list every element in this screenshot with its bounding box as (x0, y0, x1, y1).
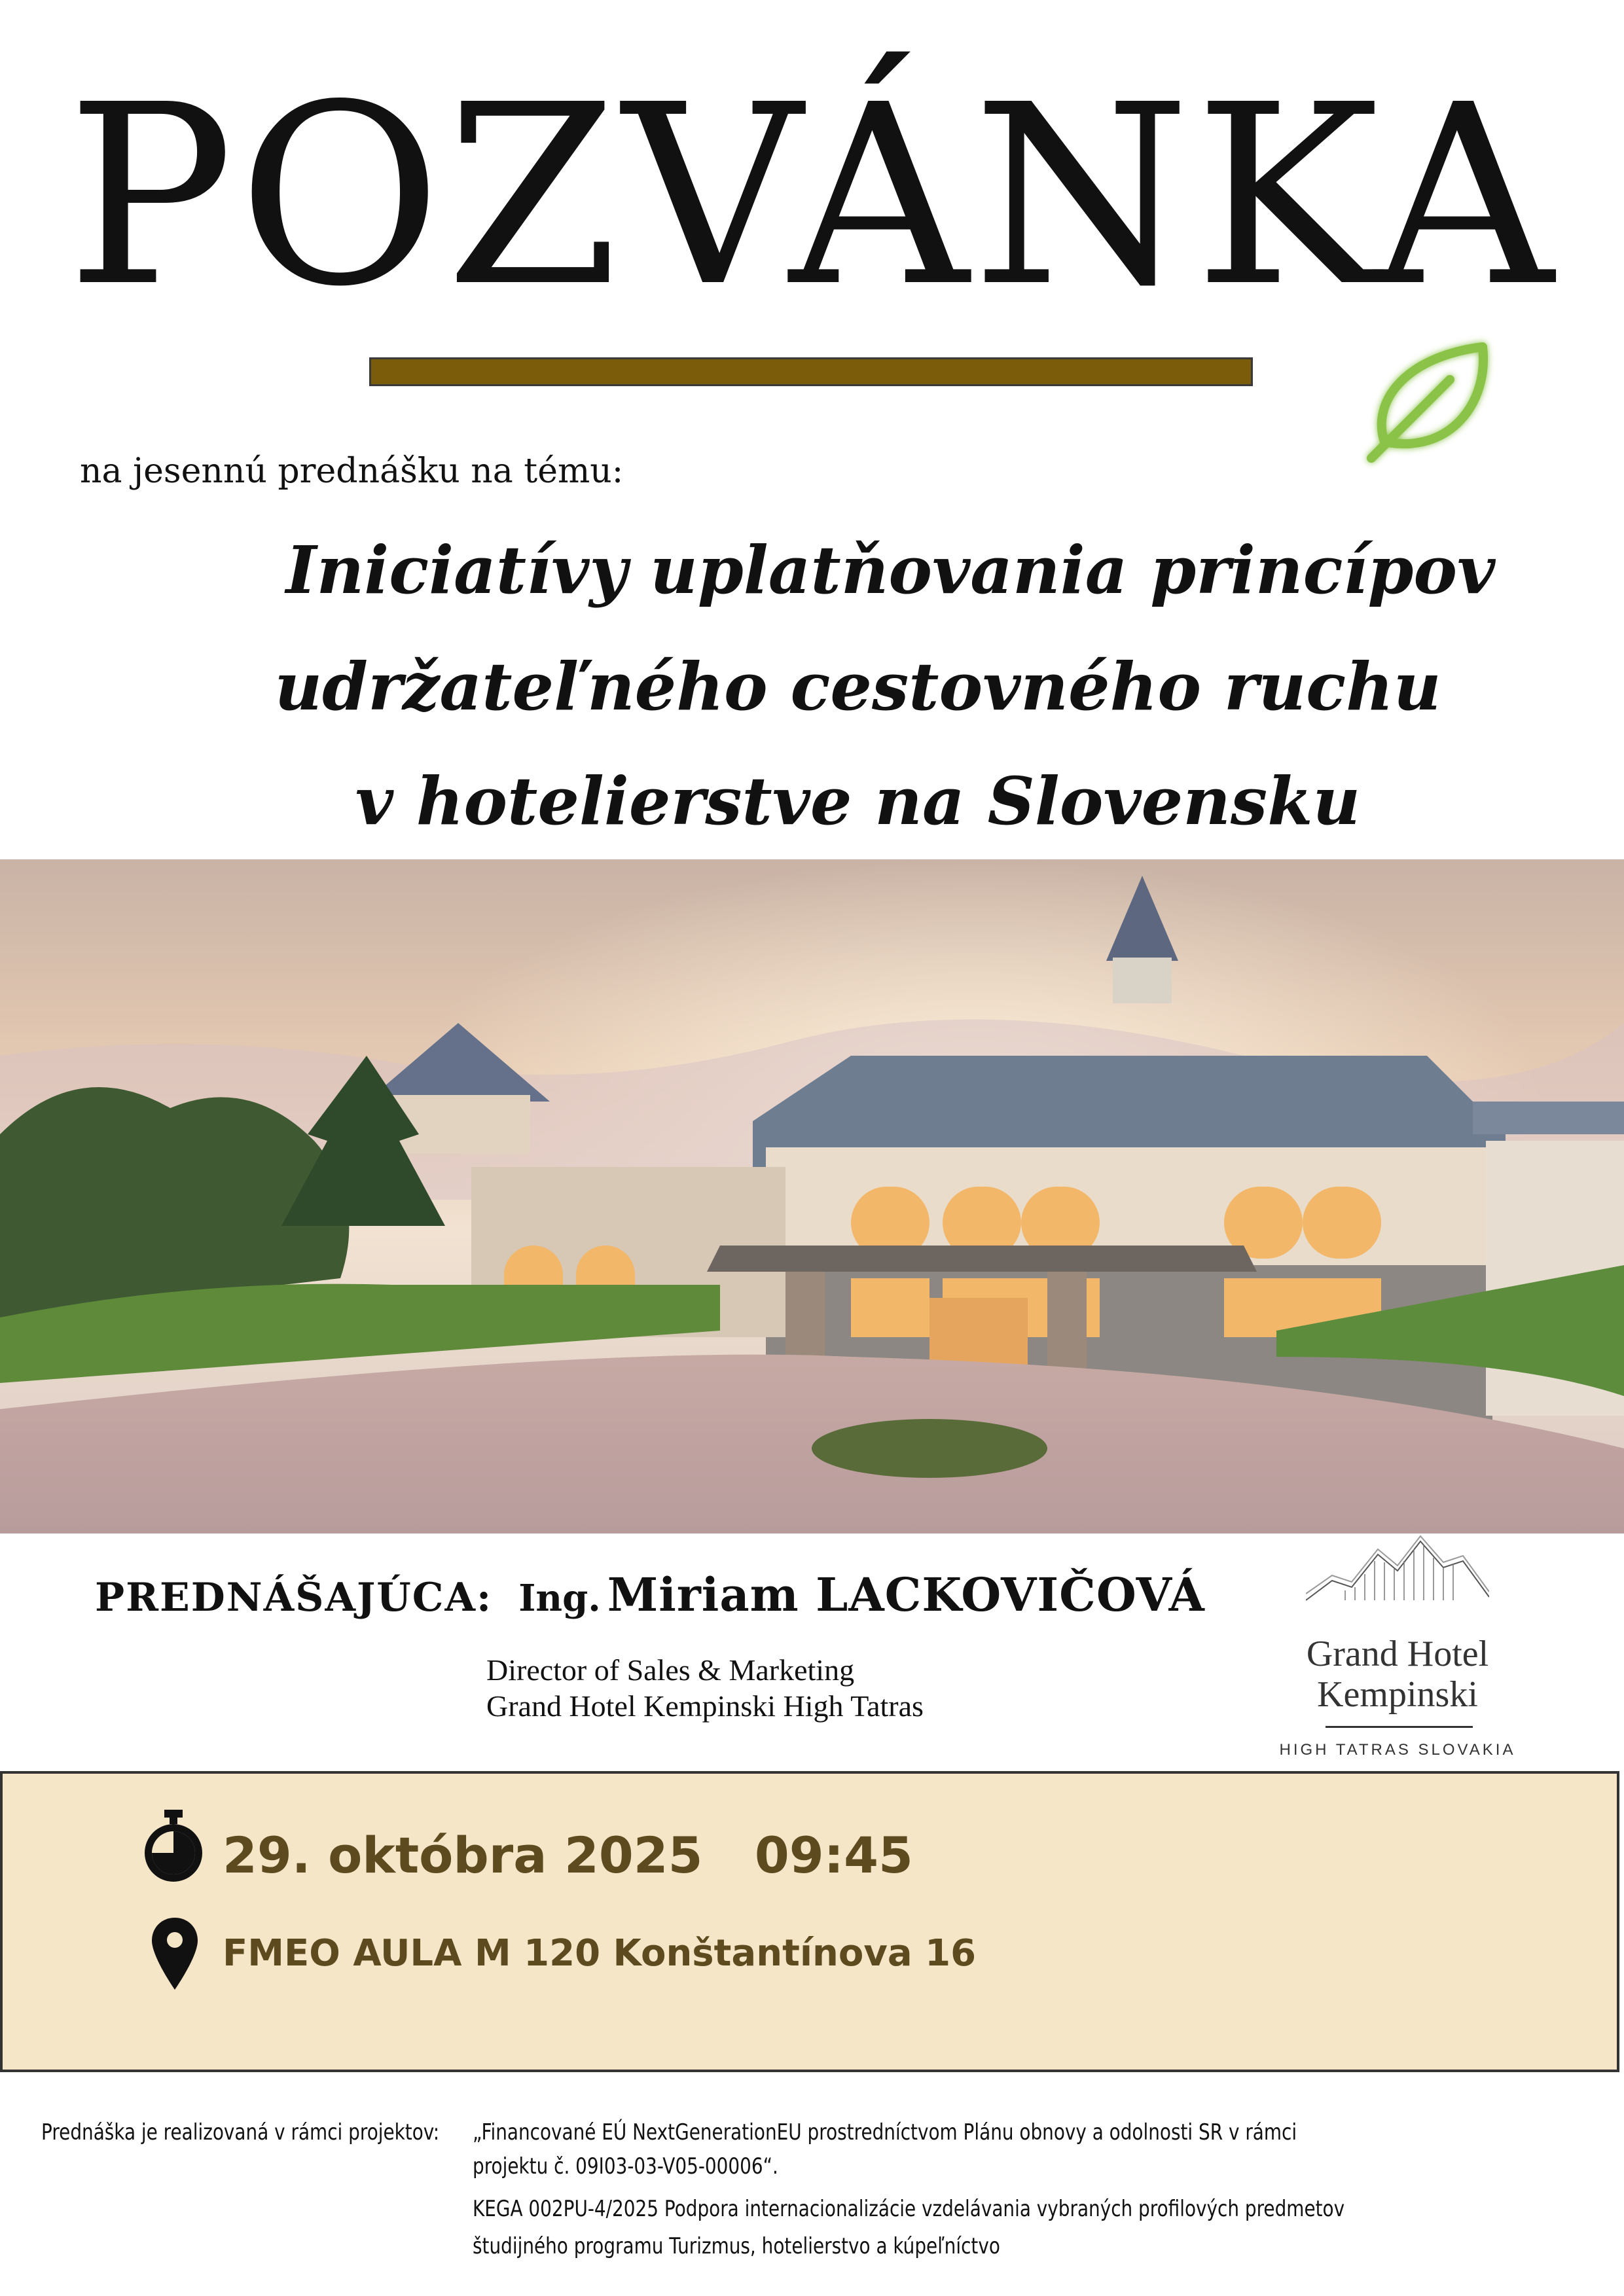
map-pin-icon (152, 1918, 198, 1990)
footer-line-3: KEGA 002PU-4/2025 Podpora internacionalizácie vzdelávania vybraných profilových predmetov (473, 2196, 1345, 2222)
event-datetime: 29. októbra 2025 09:45 (223, 1826, 913, 1884)
hotel-photo (0, 859, 1624, 1534)
lecturer-organization: Grand Hotel Kempinski High Tatras (486, 1689, 924, 1723)
topic-line-1: Iniciatívy uplatňovania princípov (285, 531, 1496, 609)
logo-name-line-2: Kempinski (1317, 1674, 1478, 1715)
kempinski-logo (1273, 1535, 1522, 1764)
page-title: POZVÁNKA (66, 51, 1558, 341)
stopwatch-icon (141, 1810, 206, 1883)
topic-line-2: udržateľného cestovného ruchu (274, 648, 1441, 725)
title-divider (369, 357, 1253, 386)
footer-line-2: projektu č. 09I03-03-V05-00006“. (473, 2153, 778, 2179)
lecturer-line (95, 1568, 1205, 1622)
mountains-icon (1306, 1535, 1489, 1604)
footer-line-4: študijného programu Turizmus, hotelierstvo a kúpeľníctvo (473, 2233, 1000, 2259)
logo-subtitle: HIGH TATRAS SLOVAKIA (1279, 1741, 1516, 1759)
logo-name-line-1: Grand Hotel (1306, 1634, 1489, 1674)
lecturer-label: PREDNÁŠAJÚCA: (95, 1575, 493, 1621)
lecturer-role: Director of Sales & Marketing (486, 1653, 855, 1687)
event-location: FMEO AULA M 120 Konštantínova 16 (223, 1932, 977, 1975)
logo-divider (1326, 1726, 1473, 1728)
topic-line-3: v hotelierstve na Slovensku (355, 762, 1361, 840)
leaf-icon (1358, 331, 1502, 468)
footer-label: Prednáška je realizovaná v rámci projektov: (41, 2119, 440, 2145)
event-info-box (0, 1771, 1619, 2072)
intro-text: na jesennú prednášku na tému: (80, 452, 624, 491)
lecturer-name: Miriam LACKOVIČOVÁ (607, 1568, 1205, 1622)
lecturer-title: Ing. (518, 1577, 601, 1620)
footer-line-1: „Financované EÚ NextGenerationEU prostredníctvom Plánu obnovy a odolnosti SR v rámci (473, 2119, 1297, 2145)
